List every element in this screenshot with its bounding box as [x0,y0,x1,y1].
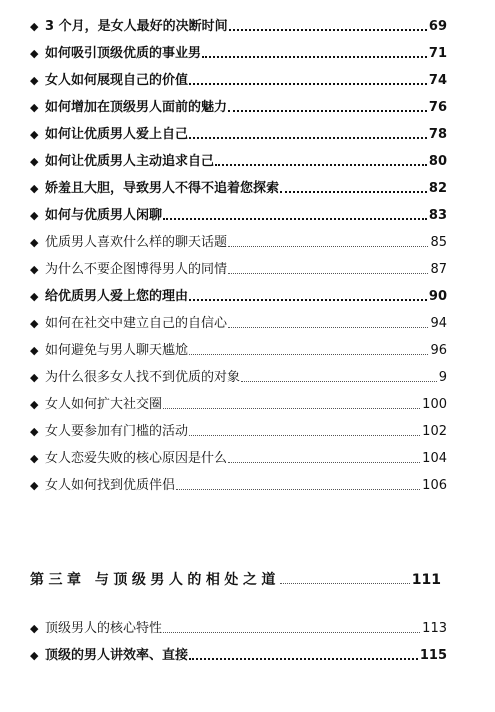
diamond-bullet-icon: ◆ [30,182,39,195]
dot-leader [202,56,427,58]
toc-page-number: 69 [428,19,447,34]
diamond-bullet-icon: ◆ [30,209,39,222]
diamond-bullet-icon: ◆ [30,101,39,114]
toc-page-number: 9 [438,370,447,385]
dot-leader [189,658,418,660]
diamond-bullet-icon: ◆ [30,155,39,168]
toc-entry[interactable] [30,447,451,467]
toc-entry[interactable] [30,258,451,278]
toc-entry-title: 3 个月，是女人最好的决断时间 [45,19,228,34]
diamond-bullet-icon: ◆ [30,317,39,330]
dot-leader [228,273,428,274]
toc-entry[interactable] [30,420,451,440]
toc-entry[interactable] [30,393,451,413]
toc-page-number: 85 [430,235,447,250]
diamond-bullet-icon: ◆ [30,74,39,87]
toc-entry[interactable] [30,42,451,62]
toc-page-number: 82 [428,181,447,196]
toc-entry[interactable] [30,177,451,197]
toc-entry[interactable] [30,96,451,116]
dot-leader [228,462,420,463]
dot-leader [215,164,427,166]
dot-leader [163,218,427,220]
toc-entry[interactable] [30,150,451,170]
toc-page-number: 71 [428,46,447,61]
dot-leader [189,354,428,355]
diamond-bullet-icon: ◆ [30,371,39,384]
toc-entry-title: 如何让优质男人爱上自己 [45,127,189,142]
toc-entry-title: 给优质男人爱上您的理由 [45,289,189,304]
dot-leader [163,408,420,409]
toc-entry-title: 如何避免与男人聊天尴尬 [45,343,189,358]
dot-leader [228,246,428,247]
toc-page-number: 115 [419,648,447,663]
diamond-bullet-icon: ◆ [30,20,39,33]
toc-entry[interactable] [30,15,451,35]
dot-leader [189,137,427,139]
toc-page-number: 102 [422,424,447,439]
toc-page-number: 87 [430,262,447,277]
toc-page-number: 78 [428,127,447,142]
toc-entry[interactable] [30,312,451,332]
toc-entry-title: 娇羞且大胆，导致男人不得不追着您探索 [45,181,280,196]
toc-entry[interactable] [30,366,451,386]
toc-entry[interactable] [30,231,451,251]
toc-entry[interactable] [30,285,451,305]
toc-entry-title: 女人如何扩大社交圈 [45,397,163,412]
dot-leader [228,110,427,112]
toc-page-number: 96 [430,343,447,358]
toc-entry-title: 如何在社交中建立自己的自信心 [45,316,228,331]
dot-leader [280,191,427,193]
toc-page-number: 83 [428,208,447,223]
toc-page-number: 76 [428,100,447,115]
toc-page-number: 100 [422,397,447,412]
toc-entry[interactable] [30,474,451,494]
toc-entry-title: 女人如何找到优质伴侣 [45,478,176,493]
dot-leader [241,381,437,382]
toc-entry-title: 顶级的男人讲效率、直接 [45,648,189,663]
dot-leader [176,489,420,490]
diamond-bullet-icon: ◆ [30,398,39,411]
diamond-bullet-icon: ◆ [30,425,39,438]
diamond-bullet-icon: ◆ [30,47,39,60]
toc-entry-title: 女人恋爱失败的核心原因是什么 [45,451,228,466]
diamond-bullet-icon: ◆ [30,649,39,662]
toc-entry[interactable] [30,644,451,664]
toc-entry-title: 女人如何展现自己的价值 [45,73,189,88]
dot-leader [189,83,427,85]
chapter-heading[interactable] [30,567,451,589]
toc-entry[interactable] [30,339,451,359]
dot-leader [229,29,427,31]
toc-page-number: 94 [430,316,447,331]
dot-leader [163,632,420,633]
toc-page-number: 90 [428,289,447,304]
toc-entry[interactable] [30,617,451,637]
toc-entry-title: 为什么不要企图博得男人的同情 [45,262,228,277]
toc-entry-title: 顶级男人的核心特性 [45,621,163,636]
toc-entry-title: 为什么很多女人找不到优质的对象 [45,370,241,385]
dot-leader [280,583,410,584]
toc-entry[interactable] [30,123,451,143]
diamond-bullet-icon: ◆ [30,236,39,249]
toc-page-number: 106 [422,478,447,493]
toc-page-number: 113 [422,621,447,636]
toc-entry-title: 女人要参加有门槛的活动 [45,424,189,439]
chapter-page-number: 111 [411,572,441,588]
toc-entry-title: 优质男人喜欢什么样的聊天话题 [45,235,228,250]
toc-page-number: 74 [428,73,447,88]
diamond-bullet-icon: ◆ [30,479,39,492]
toc-page-number: 80 [428,154,447,169]
chapter-title: 第三章 与顶级男人的相处之道 [30,572,280,588]
toc-entry-title: 如何让优质男人主动追求自己 [45,154,215,169]
dot-leader [189,299,427,301]
toc-entry-title: 如何增加在顶级男人面前的魅力 [45,100,228,115]
diamond-bullet-icon: ◆ [30,290,39,303]
diamond-bullet-icon: ◆ [30,622,39,635]
toc-page-number: 104 [422,451,447,466]
diamond-bullet-icon: ◆ [30,263,39,276]
dot-leader [189,435,420,436]
diamond-bullet-icon: ◆ [30,344,39,357]
dot-leader [228,327,428,328]
toc-entry[interactable] [30,204,451,224]
toc-entry[interactable] [30,69,451,89]
toc-entry-title: 如何吸引顶级优质的事业男 [45,46,202,61]
diamond-bullet-icon: ◆ [30,128,39,141]
diamond-bullet-icon: ◆ [30,452,39,465]
toc-entry-title: 如何与优质男人闲聊 [45,208,163,223]
